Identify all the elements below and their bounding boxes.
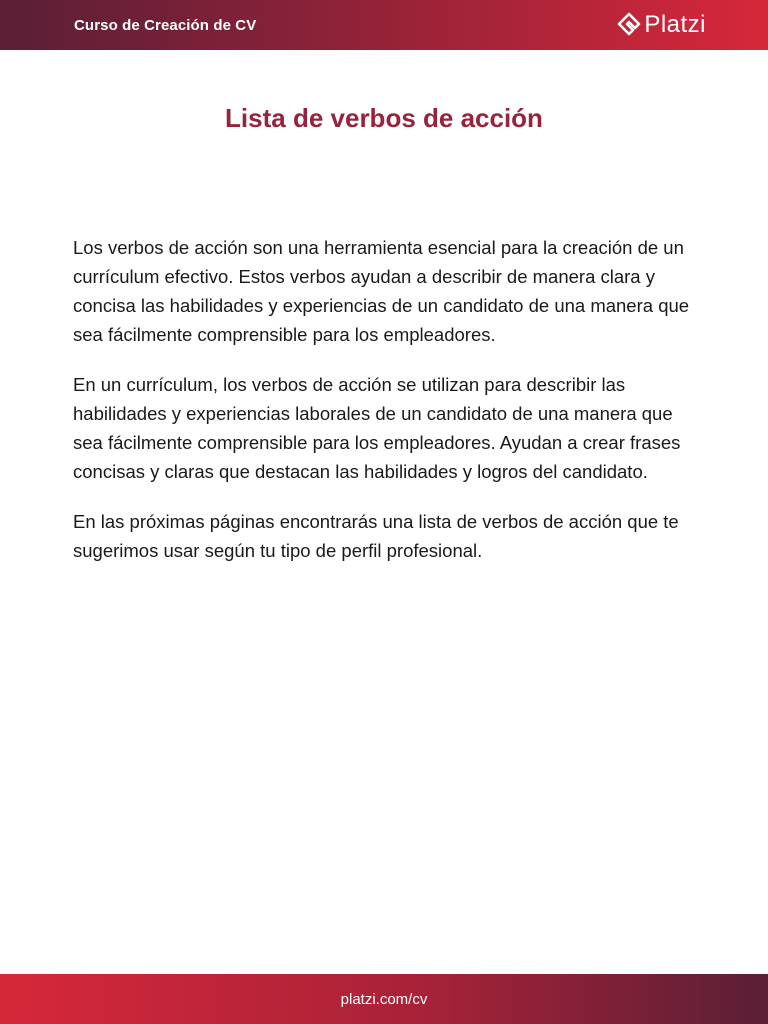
page-footer xyxy=(0,974,768,1024)
page-header xyxy=(0,0,768,50)
footer-url: platzi.com/cv xyxy=(340,990,428,1008)
paragraph-next-pages: En las próximas páginas encontrarás una lista de verbos de acción que te sugerimos usar según tu tipo de perfil profesional. xyxy=(73,511,679,561)
paragraph-usage: En un currículum, los verbos de acción se utilizan para describir las habilidades y experiencias laborales de un candidato de una manera que sea fácilmente comprensible para los empleadores. Ayudan a crear frases concisas y claras que destacan las habilidades y logros del candidato. xyxy=(73,374,681,482)
paragraph-intro: Los verbos de acción son una herramienta esencial para la creación de un currículum efectivo. Estos verbos ayudan a describir de manera clara y concisa las habilidades y experiencias de un candidato de una manera que sea fácilmente comprensible para los empleadores. xyxy=(73,237,690,345)
platzi-logo xyxy=(617,12,706,38)
logo-text: Platzi xyxy=(644,11,706,38)
course-title: Curso de Creación de CV xyxy=(74,16,257,34)
platzi-logo-icon xyxy=(617,12,641,38)
document-body xyxy=(73,233,703,586)
document-title: Lista de verbos de acción xyxy=(225,103,543,133)
